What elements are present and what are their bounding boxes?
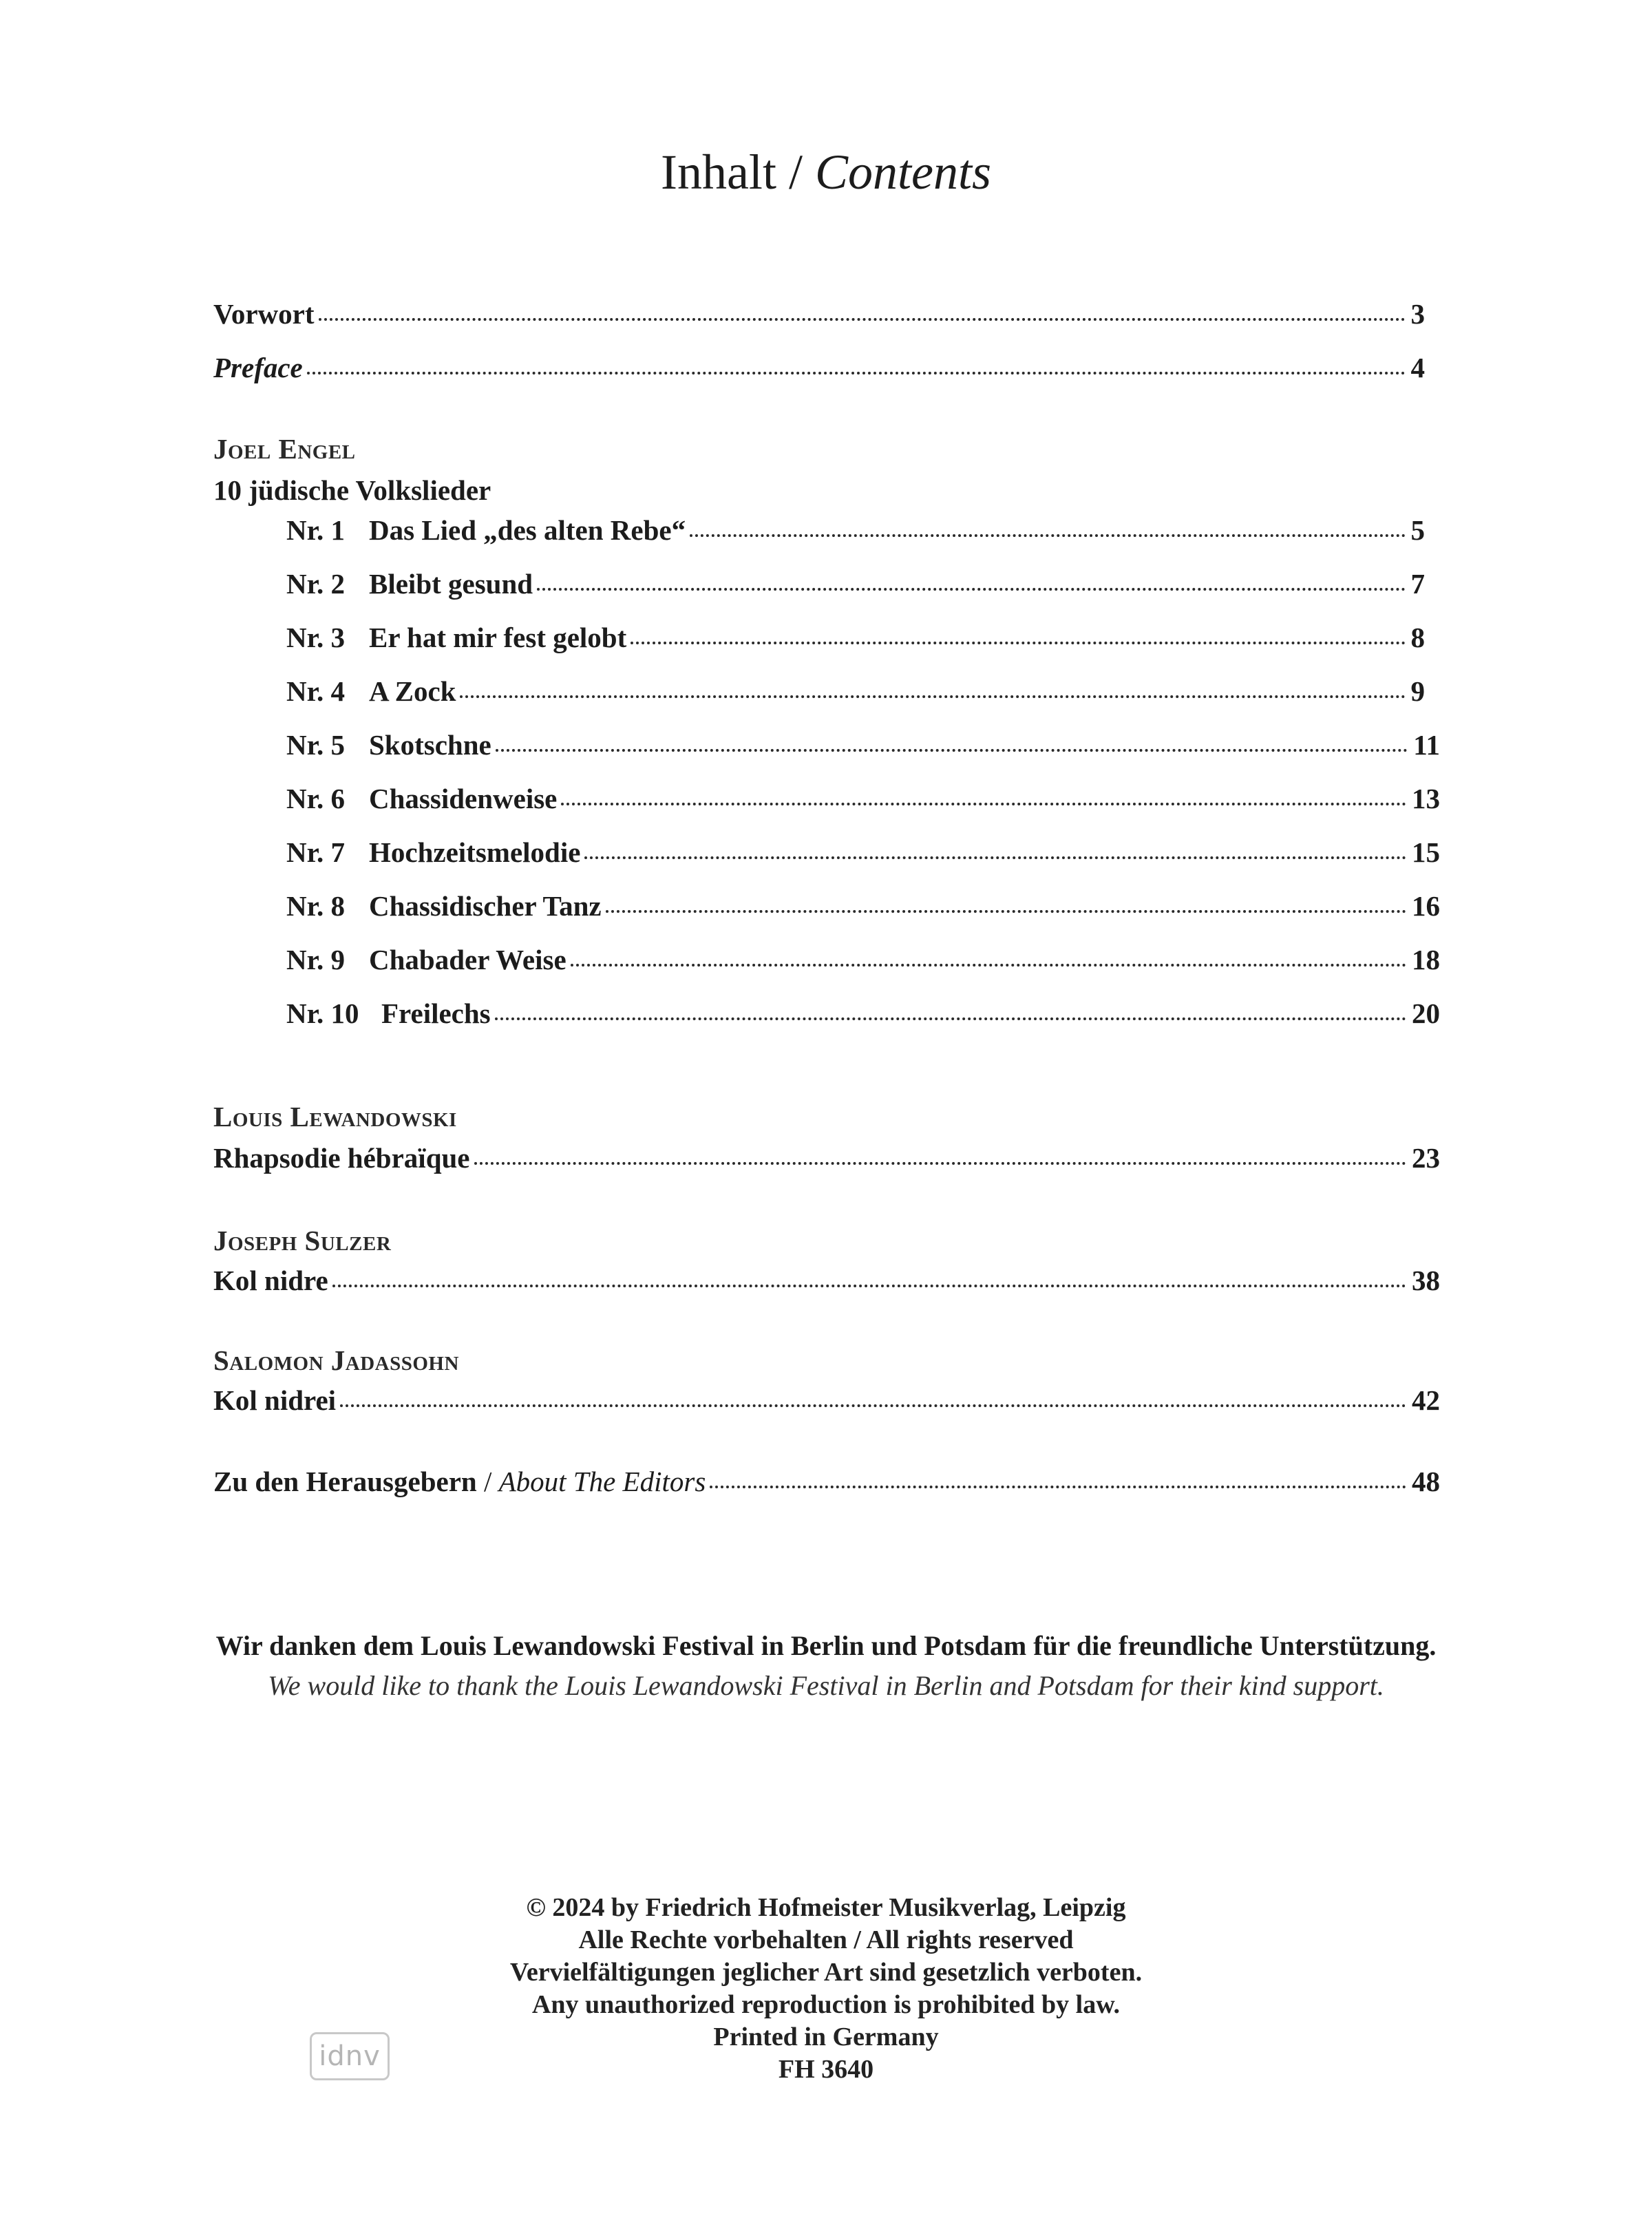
- song-number: Nr. 6: [286, 783, 346, 814]
- toc-entry-page: 23: [1412, 1142, 1440, 1174]
- song-number: Nr. 7: [286, 836, 346, 868]
- song-title: Chassidischer Tanz: [369, 890, 602, 922]
- song-number: Nr. 1: [286, 514, 346, 546]
- toc-entry-page: 5: [1410, 514, 1425, 546]
- editors-separator: /: [476, 1466, 499, 1497]
- toc-entry-page: 20: [1412, 997, 1440, 1029]
- song-title: Hochzeitsmelodie: [369, 836, 581, 868]
- toc-entry-song[interactable]: [286, 781, 1440, 816]
- toc-entry-label: Kol nidrei: [213, 1384, 337, 1416]
- song-number: Nr. 8: [286, 890, 346, 922]
- toc-entry-page: 42: [1412, 1384, 1440, 1416]
- dot-leader: [606, 909, 1406, 913]
- dot-leader: [495, 1017, 1406, 1020]
- toc-entry-label: [286, 620, 626, 655]
- toc-entry-song[interactable]: [286, 995, 1440, 1031]
- dot-leader: [690, 534, 1405, 537]
- dot-leader: [571, 963, 1406, 967]
- imprint-line: © 2024 by Friedrich Hofmeister Musikverlag, Leipzig: [526, 1893, 1126, 1922]
- toc-entry-editors[interactable]: [213, 1464, 1440, 1499]
- idnv-stamp-logo: idnv: [310, 2032, 390, 2080]
- toc-entry-song[interactable]: [286, 727, 1440, 763]
- toc-entry-label: [286, 888, 602, 924]
- toc-entry-vorwort[interactable]: [213, 296, 1425, 332]
- song-number: Nr. 5: [286, 729, 346, 761]
- song-number: Nr. 10: [286, 997, 359, 1029]
- toc-entry-label: [286, 727, 491, 763]
- dot-leader: [307, 371, 1406, 374]
- toc-entry-label: Vorwort: [213, 298, 315, 330]
- song-title: Das Lied „des alten Rebe“: [369, 514, 686, 546]
- toc-entry-label: Rhapsodie hébraïque: [213, 1142, 470, 1174]
- song-title: Bleibt gesund: [369, 568, 533, 600]
- toc-entry-rhapsodie[interactable]: [213, 1140, 1440, 1176]
- composer-name: Louis Lewandowski: [213, 1101, 457, 1132]
- song-title: Chassidenweise: [369, 783, 558, 814]
- toc-entry-page: 18: [1412, 944, 1440, 975]
- work-title: 10 jüdische Volkslieder: [213, 474, 491, 506]
- dot-leader: [631, 641, 1405, 644]
- toc-entry-label: [286, 781, 557, 816]
- toc-entry-song[interactable]: [286, 620, 1425, 655]
- page-title: [0, 141, 1652, 203]
- composer-name: Joel Engel: [213, 433, 356, 465]
- dot-leader: [537, 587, 1405, 591]
- acknowledgement-de: Wir danken dem Louis Lewandowski Festival in Berlin und Potsdam für die freundliche Unterstützung.: [215, 1630, 1437, 1661]
- toc-entry-song[interactable]: [286, 512, 1425, 548]
- dot-leader: [584, 856, 1406, 859]
- composer-name: Joseph Sulzer: [213, 1225, 392, 1256]
- acknowledgement: [0, 1626, 1652, 1706]
- title-de: Inhalt: [661, 145, 776, 200]
- toc-entry-label: Preface: [213, 352, 303, 383]
- song-number: Nr. 2: [286, 568, 346, 600]
- toc-entry-page: 4: [1410, 352, 1425, 383]
- toc-entry-page: 16: [1412, 890, 1440, 922]
- dot-leader: [474, 1161, 1406, 1165]
- song-number: Nr. 9: [286, 944, 346, 975]
- editors-de: Zu den Herausgebern: [213, 1466, 477, 1497]
- dot-leader: [340, 1404, 1406, 1407]
- imprint-line: Printed in Germany: [713, 2023, 939, 2051]
- dot-leader: [332, 1284, 1406, 1287]
- song-title: A Zock: [369, 675, 456, 707]
- composer-name: Salomon Jadassohn: [213, 1344, 459, 1376]
- toc-entry-page: 8: [1410, 622, 1425, 653]
- toc-entry-label: [286, 942, 566, 978]
- toc-entry-label: [286, 673, 456, 709]
- toc-entry-label: [286, 566, 533, 602]
- toc-entry-label: Kol nidre: [213, 1265, 328, 1296]
- toc-entry-song[interactable]: [286, 888, 1440, 924]
- toc-entry-kol-nidre[interactable]: [213, 1263, 1440, 1298]
- toc-entry-label: [286, 995, 491, 1031]
- toc-entry-song[interactable]: [286, 834, 1440, 870]
- toc-entry-page: 13: [1412, 783, 1440, 814]
- toc-entry-song[interactable]: [286, 942, 1440, 978]
- imprint-line: Alle Rechte vorbehalten / All rights reserved: [578, 1925, 1074, 1954]
- dot-leader: [496, 748, 1408, 752]
- song-title: Er hat mir fest gelobt: [369, 622, 627, 653]
- toc-entry-page: 38: [1412, 1265, 1440, 1296]
- title-separator: /: [776, 145, 815, 200]
- dot-leader: [460, 695, 1405, 698]
- song-number: Nr. 4: [286, 675, 346, 707]
- acknowledgement-en: We would like to thank the Louis Lewandowski Festival in Berlin and Potsdam for their kind support.: [268, 1670, 1384, 1701]
- imprint: [0, 1892, 1652, 2086]
- toc-entry-label: [286, 834, 580, 870]
- song-title: Freilechs: [381, 997, 491, 1029]
- toc-entry-kol-nidrei[interactable]: [213, 1382, 1440, 1418]
- toc-entry-page: 7: [1410, 568, 1425, 600]
- dot-leader: [710, 1485, 1406, 1488]
- toc-entry-song[interactable]: [286, 673, 1425, 709]
- dot-leader: [561, 802, 1406, 805]
- song-title: Chabader Weise: [369, 944, 566, 975]
- toc-entry-page: 11: [1413, 729, 1440, 761]
- toc-entry-page: 48: [1412, 1466, 1440, 1497]
- song-title: Skotschne: [369, 729, 491, 761]
- toc-entry-preface[interactable]: [213, 350, 1425, 386]
- toc-entry-label: [286, 512, 686, 548]
- toc-entry-page: 3: [1410, 298, 1425, 330]
- toc-entry-label: [213, 1464, 706, 1499]
- toc-entry-song[interactable]: [286, 566, 1425, 602]
- dot-leader: [319, 317, 1406, 321]
- toc-entry-page: 9: [1410, 675, 1425, 707]
- editors-en: About The Editors: [498, 1466, 706, 1497]
- imprint-line: Any unauthorized reproduction is prohibited by law.: [531, 1990, 1121, 2019]
- title-en: Contents: [814, 145, 991, 200]
- imprint-line: FH 3640: [778, 2055, 874, 2084]
- song-number: Nr. 3: [286, 622, 346, 653]
- toc-entry-page: 15: [1412, 836, 1440, 868]
- imprint-line: Vervielfältigungen jeglicher Art sind gesetzlich verboten.: [509, 1958, 1143, 1987]
